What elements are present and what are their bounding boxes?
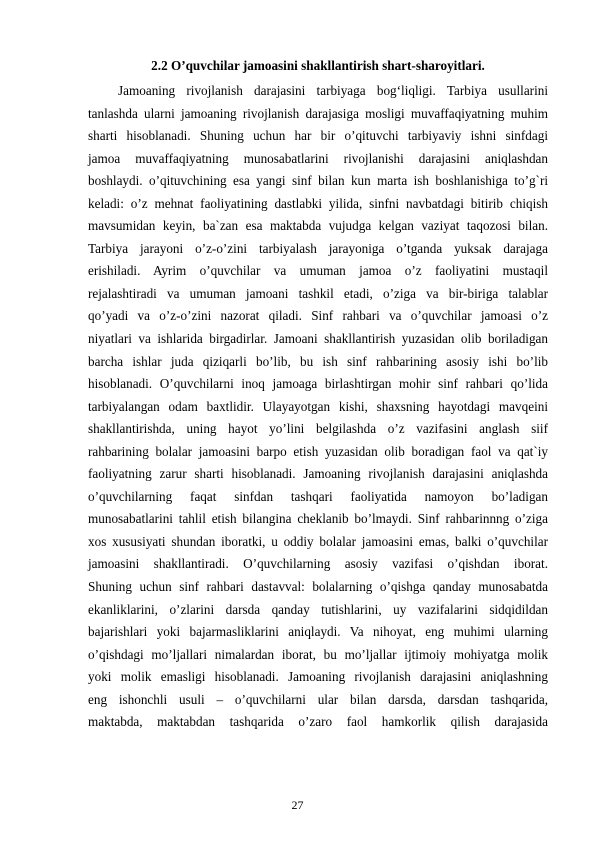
text-line: boshlaydi. o’qituvchining esa yangi sinf bilan kun marta ish boshlanishiga to’g`ri (88, 173, 548, 189)
text-line: munosabatlarini tahlil etish bilangina cheklanib bo’lmaydi. Sinf rahbarinnng o’ziga (88, 511, 548, 527)
text-line: sharti hisoblanadi. Shuning uchun har bir o’qituvchi tarbiyaviy ishni sinfdagi (88, 128, 548, 144)
section-heading: 2.2 O’quvchilar jamoasini shakllantirish shart-sharoyitlari. (151, 58, 485, 73)
text-line: bajarishlari yoki bajarmasliklarini aniqlaydi. Va nihoyat, eng muhimi ularning (88, 624, 548, 640)
text-line: Tarbiya jarayoni o’z-o’zini tarbiyalash jarayoniga o’tganda yuksak darajaga (88, 240, 548, 256)
text-line: ekanliklarini, o’zlarini darsda qanday tutishlarini, uy vazifalarini sidqidildan (88, 601, 548, 617)
text-line: rejalashtiradi va umuman jamoani tashkil etadi, o’ziga va bir-biriga talablar (88, 285, 548, 301)
text-line: faoliyatning zarur sharti hisoblanadi. Jamoaning rivojlanish darajasini aniqlashda (88, 466, 548, 482)
text-line: rahbarining bolalar jamoasini barpo etish yuzasidan olib boradigan faol va qat`iy (88, 443, 548, 459)
text-line: yoki molik emasligi hisoblanadi. Jamoaning rivojlanish darajasini aniqlashning (88, 669, 548, 685)
text-line: jamoa muvaffaqiyatning munosabatlarini rivojlanishi darajasini aniqlashdan (88, 150, 548, 166)
text-line: jamoasini shakllantiradi. O’quvchilarning asosiy vazifasi o’qishdan iborat. (88, 556, 548, 572)
text-line: shakllantirishda, uning hayot yo’lini belgilashda o’z vazifasini anglash siif (88, 421, 548, 437)
page-number: 27 (291, 798, 304, 812)
text-line: o’qishdagi mo’ljallari nimalardan iborat, bu mo’ljallar ijtimoiy mohiyatga molik (88, 646, 548, 662)
text-line: tarbiyalangan odam baxtlidir. Ulayayotgan kishi, shaxsning hayotdagi mavqeini (88, 398, 548, 414)
text-line: barcha ishlar juda qiziqarli bo’lib, bu ish sinf rahbarining asosiy ishi bo’lib (88, 353, 548, 369)
text-line: maktabda, maktabdan tashqarida o’zaro faol hamkorlik qilish darajasida (88, 714, 548, 730)
text-line: niyatlari va ishlarida birgadirlar. Jamoani shakllantirish yuzasidan olib boriladigan (88, 331, 548, 347)
body-paragraph (88, 80, 548, 734)
text-line: hisoblanadi. O’quvchilarni inoq jamoaga birlashtirgan mohir sinf rahbari qo’lida (88, 376, 548, 392)
text-line: qo’yadi va o’z-o’zini nazorat qiladi. Sinf rahbari va o’quvchilar jamoasi o’z (88, 308, 548, 324)
text-line: erishiladi. Ayrim o’quvchilar va umuman jamoa o’z faoliyatini mustaqil (88, 263, 548, 279)
text-line: tanlashda ularni jamoaning rivojlanish darajasiga mosligi muvaffaqiyatning muhim (88, 105, 548, 121)
text-line: Shuning uchun sinf rahbari dastavval: bolalarning o’qishga qanday munosabatda (88, 579, 548, 595)
text-line: mavsumidan keyin, ba`zan esa maktabda vujudga kelgan vaziyat taqozosi bilan. (88, 218, 548, 234)
text-line: o’quvchilarning faqat sinfdan tashqari faoliyatida namoyon bo’ladigan (88, 488, 548, 504)
text-line: eng ishonchli usuli – o’quvchilarni ular bilan darsda, darsdan tashqarida, (88, 691, 548, 707)
text-line: keladi: o’z mehnat faoliyatining dastlabki yilida, sinfni navbatdagi bitirib chiqish (88, 195, 548, 211)
text-line: Jamoaning rivojlanish darajasini tarbiyaga bog‘liqligi. Tarbiya usullarini (118, 83, 548, 98)
text-line: xos xususiyati shundan iboratki, u oddiy bolalar jamoasini emas, balki o’quvchilar (88, 533, 548, 549)
